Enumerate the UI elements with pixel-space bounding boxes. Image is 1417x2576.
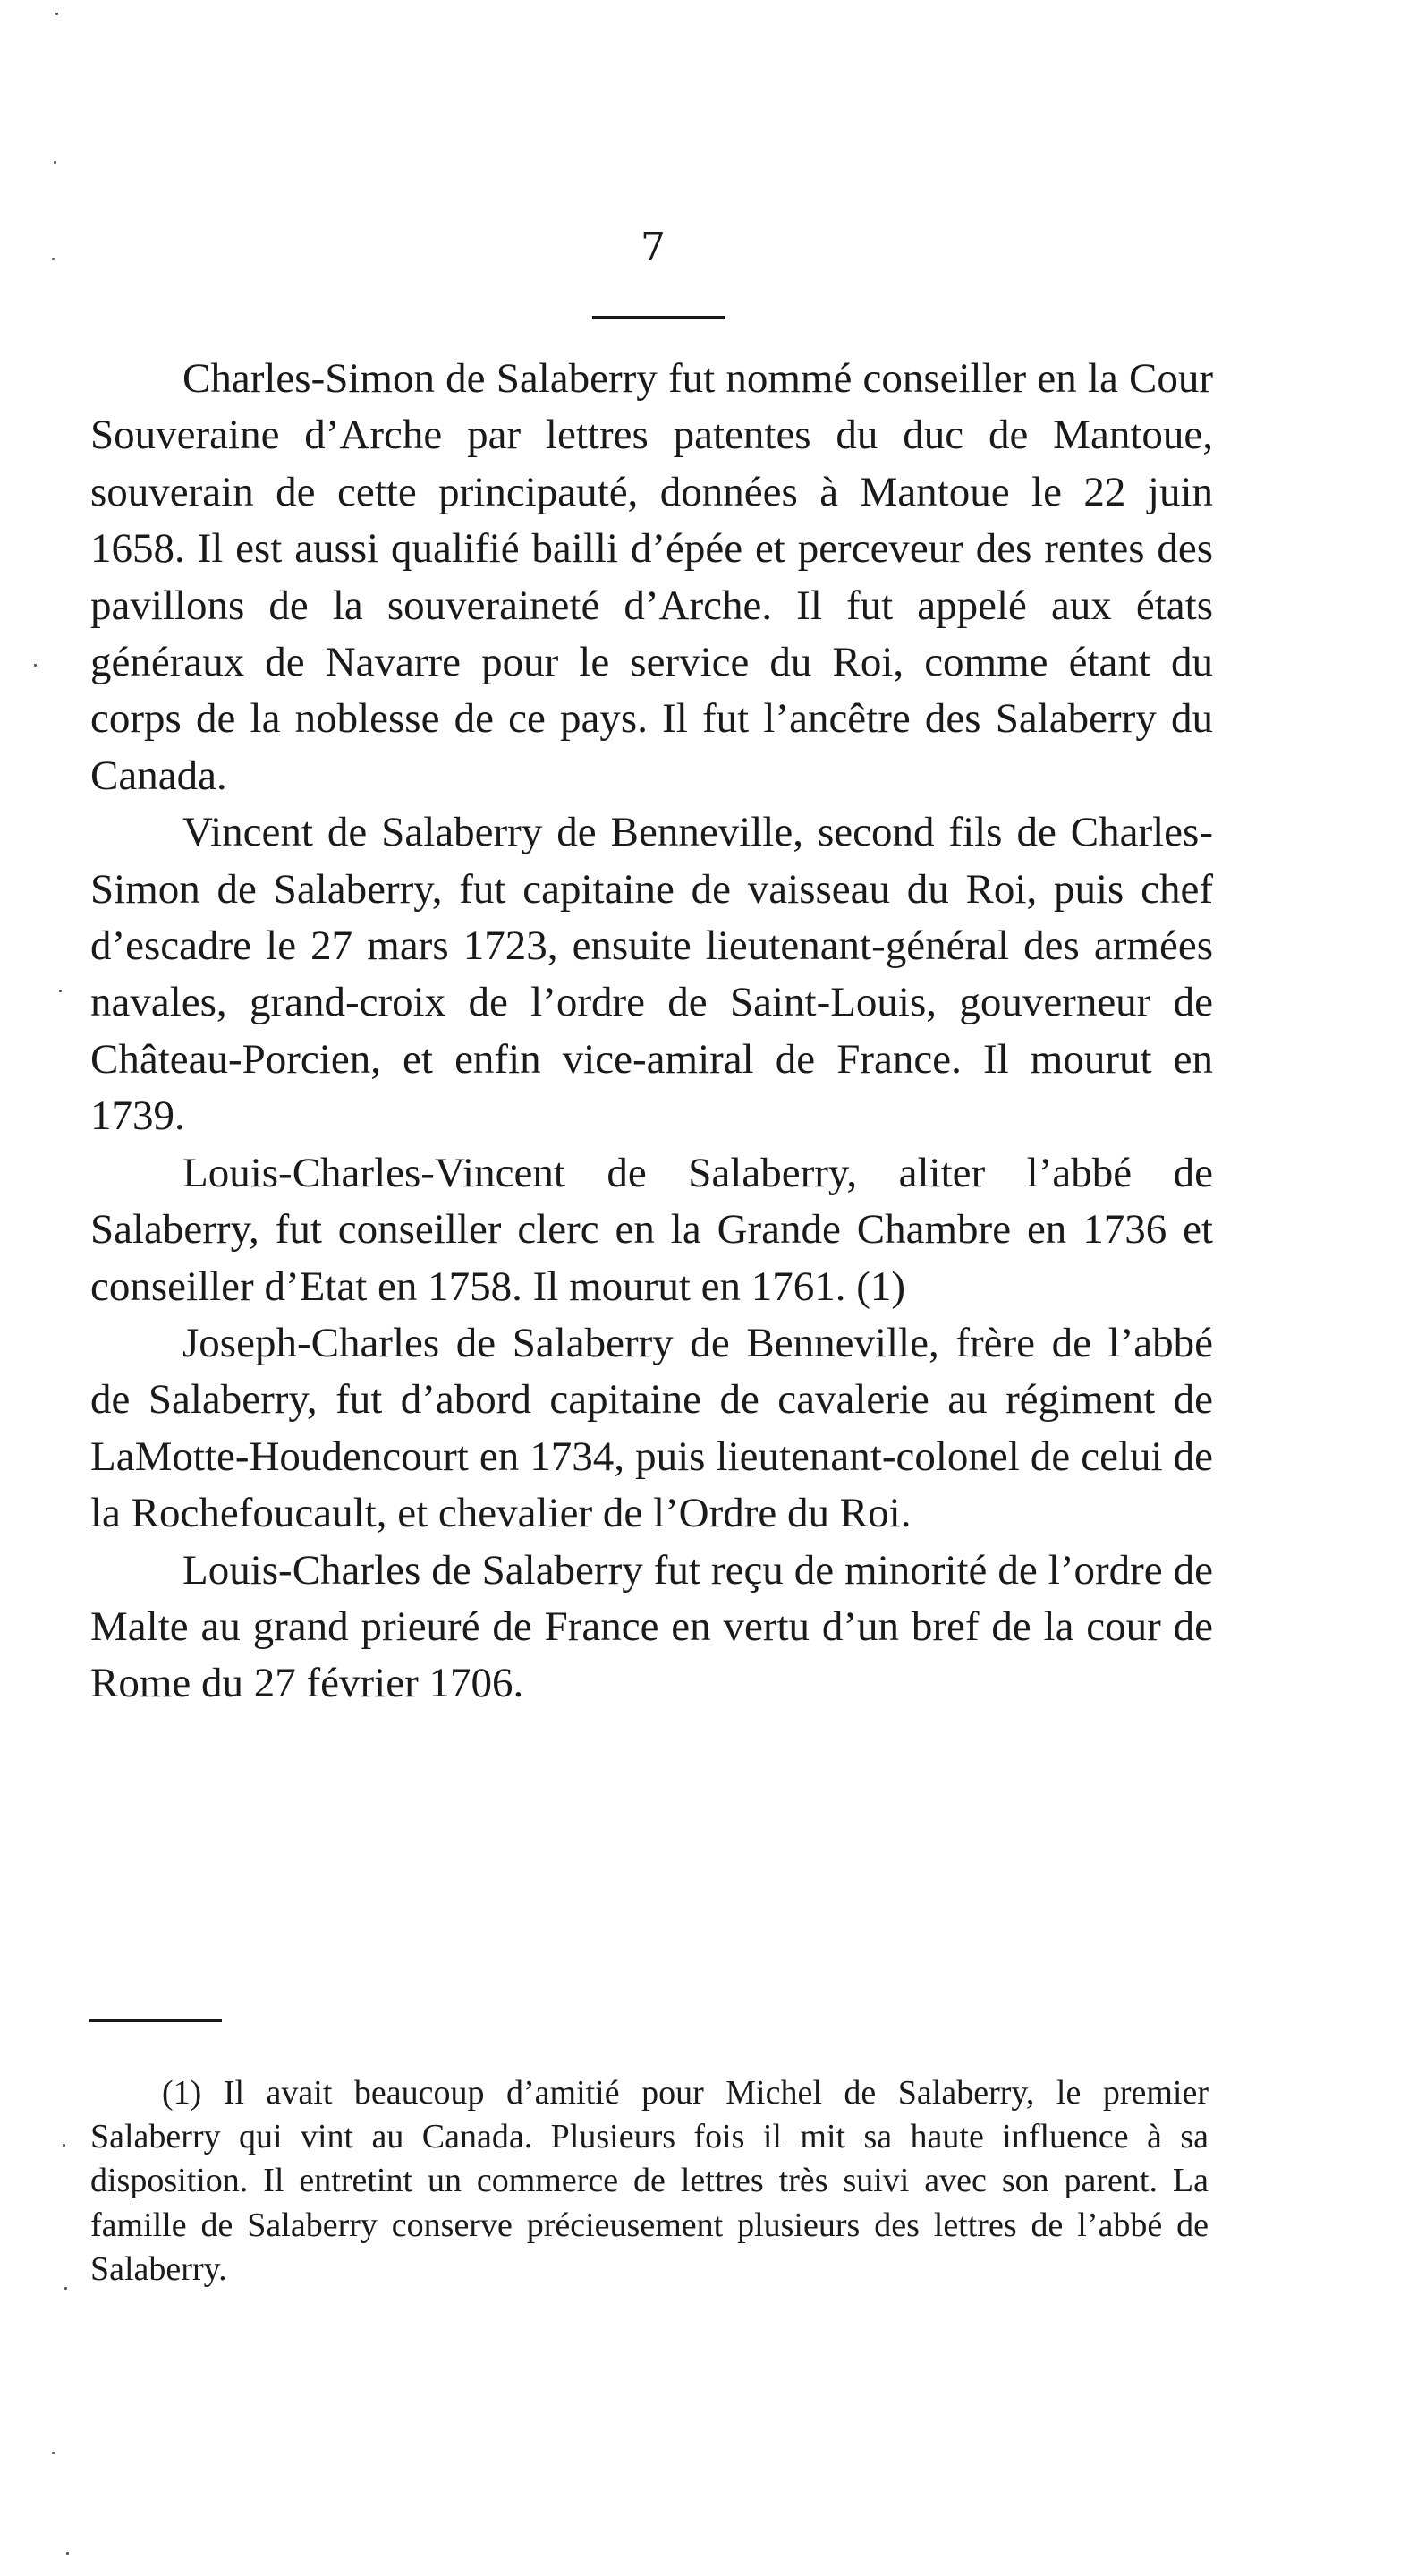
footnote (90, 2071, 1209, 2291)
header-rule (592, 316, 725, 319)
scan-speck (52, 258, 55, 260)
page-number: 7 (641, 225, 666, 270)
scan-speck (59, 990, 62, 992)
scan-speck (34, 664, 37, 667)
footnote-text: (1) Il avait beaucoup d’amitié pour Michel de Salaberry, le premier Salaberry qui vint au Canada. Plusieurs fois il mit sa haute influence à sa disposition. Il entretint un commerce de lettres très suivi avec son parent. La famille de Salaberry conserve précieusement plusieurs des lettres de l’abbé de Salaberry. (90, 2074, 1209, 2288)
scan-speck (66, 2552, 69, 2555)
scan-speck (55, 13, 58, 15)
footnote-rule (89, 2019, 222, 2022)
scan-speck (52, 2452, 55, 2454)
paragraph-vincent: Vincent de Salaberry de Benneville, second fils de Charles-Simon de Salaberry, fut capitaine de vaisseau du Roi, puis chef d’escadre le 27 mars 1723, ensuite lieutenant-général des armées navales, grand-croix de l’ordre de Saint-Louis, gouverneur de Château-Porcien, et enfin vice-amiral de France. Il mourut en 1739. (90, 809, 1213, 1140)
paragraph-joseph-charles: Joseph-Charles de Salaberry de Benneville, frère de l’abbé de Salaberry, fut d’abord capitaine de cavalerie au régiment de LaMotte-Houdencourt en 1734, puis lieutenant-colonel de celui de la Rochefoucault, et chevalier de l’Ordre du Roi. (90, 1319, 1213, 1537)
scan-speck (63, 2144, 65, 2147)
scan-speck (64, 2287, 67, 2290)
paragraph-louis-charles: Louis-Charles de Salaberry fut reçu de minorité de l’ordre de Malte au grand prieuré de France en vertu d’un bref de la cour de Rome du 27 février 1706. (90, 1546, 1213, 1707)
paragraph-louis-charles-vincent: Louis-Charles-Vincent de Salaberry, aliter l’abbé de Salaberry, fut conseiller clerc en la Grande Chambre en 1736 et conseiller d’Etat en 1758. Il mourut en 1761. (1) (90, 1149, 1213, 1310)
paragraph-charles-simon: Charles-Simon de Salaberry fut nommé conseiller en la Cour Souveraine d’Arche par lettres patentes du duc de Mantoue, souverain de cette principauté, données à Mantoue le 22 juin 1658. Il est aussi qualifié bailli d’épée et perceveur des rentes des pavillons de la souveraineté d’Arche. Il fut appelé aux états généraux de Navarre pour le service du Roi, comme étant du corps de la noblesse de ce pays. Il fut l’ancêtre des Salaberry du Canada. (90, 355, 1213, 799)
body-text (90, 351, 1213, 1713)
scan-speck (54, 161, 56, 164)
